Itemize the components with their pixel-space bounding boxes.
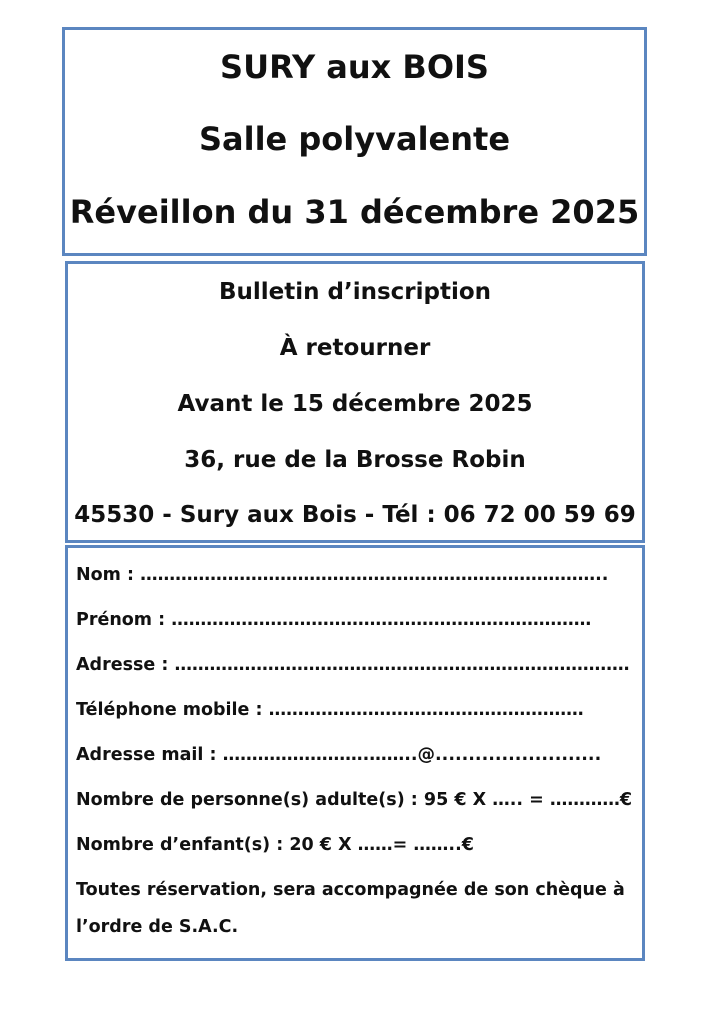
event-title: Réveillon du 31 décembre 2025 [69, 193, 640, 231]
field-mail[interactable]: Adresse mail : …………………….……..@......................... [76, 745, 602, 765]
registration-info-box [65, 261, 645, 543]
registration-form-box [65, 545, 645, 961]
return-address-street: 36, rue de la Brosse Robin [184, 447, 526, 473]
field-prenom[interactable]: Prénom : ……………………………………………………………… [76, 610, 592, 630]
field-adultes[interactable]: Nombre de personne(s) adulte(s) : 95 € X ….. = …………€ [76, 790, 633, 810]
field-enfants[interactable]: Nombre d’enfant(s) : 20 € X ……= ……..€ [76, 835, 474, 855]
town-name: SURY aux BOIS [220, 48, 489, 86]
return-address-city-phone: 45530 - Sury aux Bois - Tél : 06 72 00 59 69 [74, 502, 636, 528]
deadline: Avant le 15 décembre 2025 [177, 391, 533, 417]
payment-note-line2: l’ordre de S.A.C. [76, 917, 239, 937]
event-title-box [62, 27, 647, 256]
field-telephone[interactable]: Téléphone mobile : ……………………………………………… [76, 700, 584, 720]
payment-note-line1: Toutes réservation, sera accompagnée de son chèque à [76, 880, 625, 900]
return-instruction: À retourner [279, 335, 431, 361]
field-adresse[interactable]: Adresse : …………………………………………………………………… [76, 655, 630, 675]
field-nom[interactable]: Nom : …………………………………………………………………….. [76, 565, 609, 585]
venue-name: Salle polyvalente [198, 120, 511, 158]
form-title: Bulletin d’inscription [218, 279, 492, 305]
